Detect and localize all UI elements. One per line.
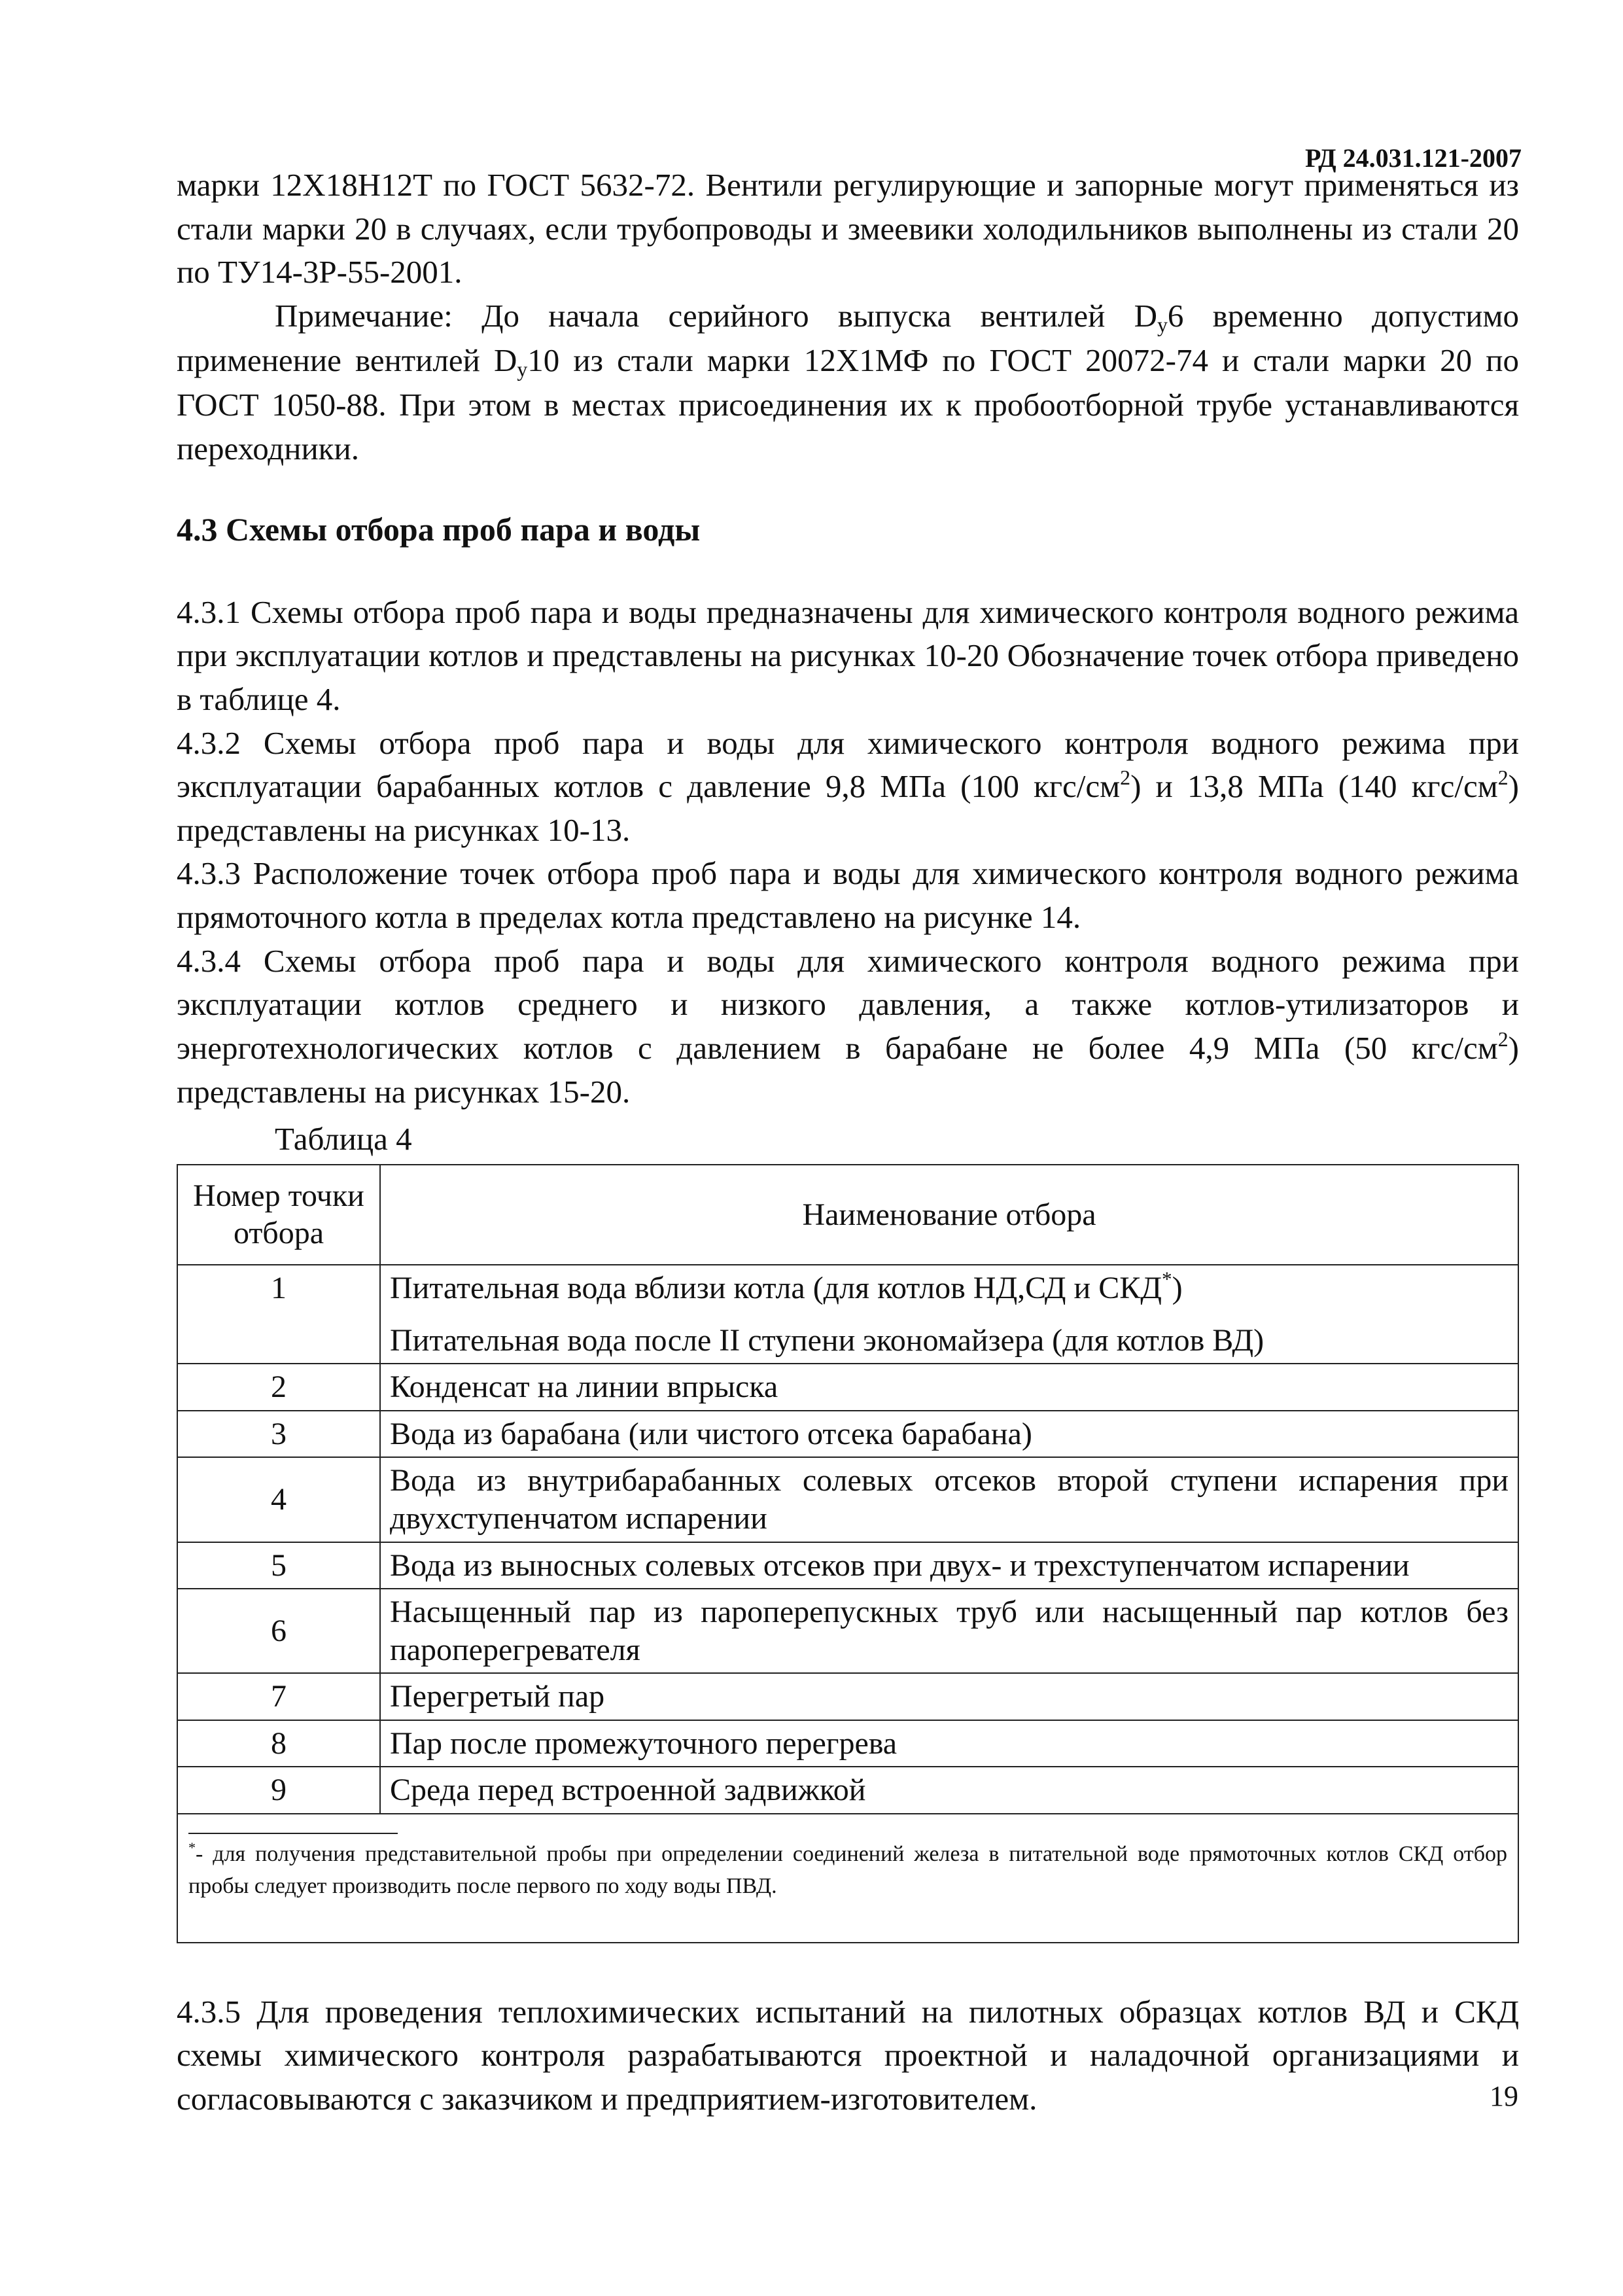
point-number: 7	[177, 1673, 380, 1720]
point-number: 6	[177, 1589, 380, 1673]
point-number: 5	[177, 1542, 380, 1589]
paragraph-4-3-5: 4.3.5 Для проведения теплохимических испытаний на пилотных образцах котлов ВД и СКД схемы химического контроля разрабатываются проектной и наладочной организациями и согласовываются с заказчиком и предприятием-изготовителем.	[177, 1993, 1519, 2117]
paragraph-4-3-3: 4.3.3 Расположение точек отбора проб пара и воды для химического контроля водного режима прямоточного котла в пределах котла представлено на рисунке 14.	[177, 855, 1519, 935]
table-row	[177, 1767, 1518, 1814]
footnote-divider	[188, 1833, 398, 1834]
table-row	[177, 1411, 1518, 1458]
table-row	[177, 1720, 1518, 1767]
table-footnote-row	[177, 1814, 1518, 1943]
paragraph-4-3-1: 4.3.1 Схемы отбора проб пара и воды предназначены для химического контроля водного режима при эксплуатации котлов и представлены на рисунках 10-20 Обозначение точек отбора приведено в таблице 4.	[177, 593, 1519, 717]
column-header-number: Номер точки отбора	[177, 1165, 380, 1265]
point-name-line-2: Питательная вода после II ступени экономайзера (для котлов ВД)	[390, 1322, 1265, 1358]
table-caption: Таблица 4	[275, 1121, 412, 1157]
section-heading: 4.3 Схемы отбора проб пара и воды	[177, 510, 701, 548]
table-row	[177, 1542, 1518, 1589]
table-row	[177, 1364, 1518, 1411]
table-row	[177, 1589, 1518, 1673]
point-number: 9	[177, 1767, 380, 1814]
point-number: 4	[177, 1457, 380, 1542]
table-row	[177, 1265, 1518, 1364]
point-name-line-1: Питательная вода вблизи котла (для котлов НД,СД и СКД*)	[390, 1267, 1183, 1305]
document-body	[177, 164, 1519, 2121]
point-name: Вода из барабана (или чистого отсека барабана)	[380, 1411, 1518, 1458]
point-number: 3	[177, 1411, 380, 1458]
point-number: 1	[177, 1265, 380, 1364]
note-paragraph: Примечание: До начала серийного выпуска вентилей $D_у6$ временно допустимо применение вентилей $D_у10$ из стали марки 12Х1МФ по ГОСТ 20072-74 и стали марки 20 по ГОСТ 1050-88. При этом в местах присоединения их к пробоотборной трубе устанавливаются переходники.	[177, 297, 1520, 467]
table-row	[177, 1457, 1518, 1542]
point-name: Вода из внутрибарабанных солевых отсеков второй ступени испарения при двухступенчатом испарении	[380, 1457, 1518, 1542]
paragraph-4-3-4: 4.3.4 Схемы отбора проб пара и воды для химического контроля водного режима при эксплуатации котлов среднего и низкого давления, а также котлов-утилизаторов и энерготехнологических котлов с давлением в барабане не более 4,9 МПа (50 кгс/$см^2$) представлены на рисунках 15-20.	[177, 942, 1519, 1110]
point-name	[380, 1265, 1518, 1364]
point-name: Пар после промежуточного перегрева	[380, 1720, 1518, 1767]
table-footnote-cell	[177, 1814, 1518, 1943]
page-number: 19	[1490, 2080, 1518, 2112]
table-footnote: *- для получения представительной пробы при определении соединений железа в питательной воде прямоточных котлов СКД отбор пробы следует производить после первого по ходу воды ПВД.	[188, 1839, 1507, 1899]
paragraph-intro: марки 12Х18Н12Т по ГОСТ 5632-72. Вентили регулирующие и запорные могут применяться из стали марки 20 в случаях, если трубопроводы и змеевики холодильников выполнены из стали 20 по ТУ14-3Р-55-2001.	[177, 167, 1519, 291]
point-name: Перегретый пар	[380, 1673, 1518, 1720]
paragraph-4-3-2: 4.3.2 Схемы отбора проб пара и воды для химического контроля водного режима при эксплуатации барабанных котлов с давление 9,8 МПа (100 кгс/$см^2$) и 13,8 МПа (140 кгс/$см^2$) представлены на рисунках 10-13.	[177, 724, 1519, 848]
point-name: Насыщенный пар из пароперепускных труб или насыщенный пар котлов без пароперегревателя	[380, 1589, 1518, 1673]
sampling-points-table	[177, 1164, 1519, 1943]
table-row	[177, 1673, 1518, 1720]
document-code: РД 24.031.121-2007	[1305, 143, 1522, 173]
point-number: 8	[177, 1720, 380, 1767]
table-header-row	[177, 1165, 1518, 1265]
point-name: Вода из выносных солевых отсеков при двух- и трехступенчатом испарении	[380, 1542, 1518, 1589]
point-name: Конденсат на линии впрыска	[380, 1364, 1518, 1411]
point-number: 2	[177, 1364, 380, 1411]
column-header-name: Наименование отбора	[380, 1165, 1518, 1265]
point-name: Среда перед встроенной задвижкой	[380, 1767, 1518, 1814]
